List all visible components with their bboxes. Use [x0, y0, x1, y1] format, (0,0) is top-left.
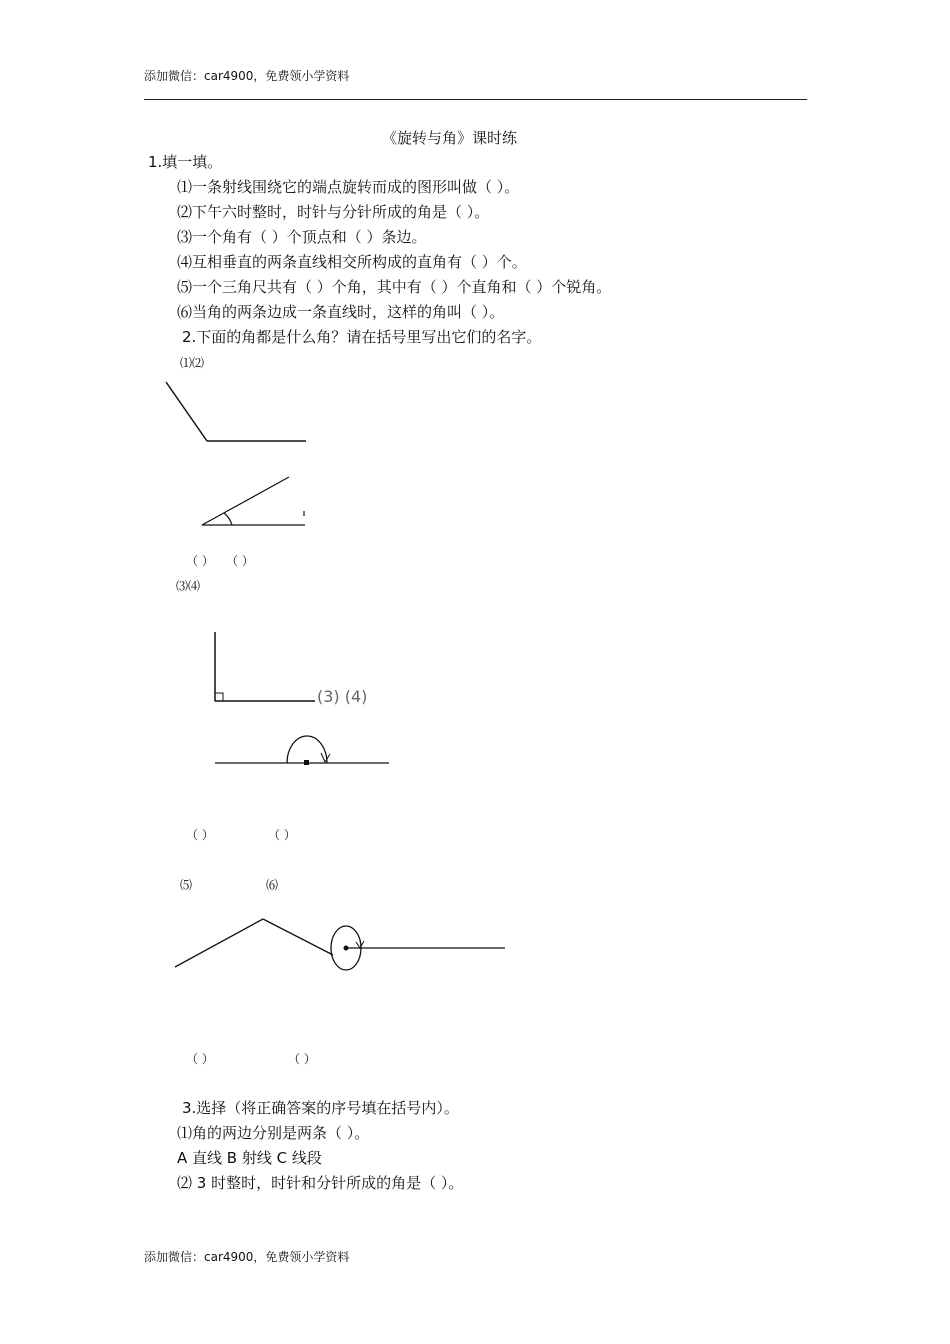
q1-item: ⑴一条射线围绕它的端点旋转而成的图形叫做（ ）。	[177, 178, 520, 196]
acute-angle-figure	[202, 477, 305, 525]
q1-heading: 1.填一填。	[148, 153, 223, 171]
q1-item: ⑸一个三角尺共有（ ）个角，其中有（ ）个直角和（ ）个锐角。	[177, 278, 612, 296]
q3-item: ⑵ 3 时整时，时针和分针所成的角是（ ）。	[177, 1174, 464, 1192]
obtuse-angle-figure-5	[175, 919, 333, 967]
page-title: 《旋转与角》课时练	[382, 129, 518, 147]
q1-item: ⑶一个角有（ ）个顶点和（ ）条边。	[177, 228, 427, 246]
answer-blank-6: （ ）	[288, 1052, 316, 1066]
q3-options: A 直线 B 射线 C 线段	[177, 1149, 322, 1167]
q2-label-3-4: ⑶⑷	[176, 579, 201, 593]
q1-item: ⑵下午六时整时，时针与分针所成的角是（ ）。	[177, 203, 490, 221]
q1-item: ⑷互相垂直的两条直线相交所构成的直角有（ ）个。	[177, 253, 527, 271]
answer-blank-4: （ ）	[268, 828, 296, 842]
obtuse-angle-figure	[166, 382, 306, 441]
footer-text: 添加微信：car4900，免费领小学资料	[144, 1250, 350, 1264]
q1-item: ⑹当角的两条边成一条直线时，这样的角叫（ ）。	[177, 303, 505, 321]
q2-label-5: ⑸	[180, 878, 193, 892]
answer-blank-1: （ ）	[186, 554, 214, 568]
header-text: 添加微信：car4900，免费领小学资料	[144, 69, 350, 83]
q3-item: ⑴角的两边分别是两条（ ）。	[177, 1124, 370, 1142]
figure-label-3-4: (3) (4)	[317, 687, 368, 706]
straight-angle-figure	[215, 736, 389, 765]
answer-blank-3: （ ）	[186, 828, 214, 842]
q3-heading: 3.选择（将正确答案的序号填在括号内）。	[182, 1099, 459, 1117]
q2-label-1-2: ⑴⑵	[180, 356, 205, 370]
right-angle-figure	[215, 632, 315, 701]
q2-label-6: ⑹	[266, 878, 279, 892]
answer-blank-2: （ ）	[226, 554, 254, 568]
q2-heading: 2.下面的角都是什么角？请在括号里写出它们的名字。	[182, 328, 542, 346]
answer-blank-5: （ ）	[186, 1052, 214, 1066]
round-angle-figure	[331, 926, 505, 970]
